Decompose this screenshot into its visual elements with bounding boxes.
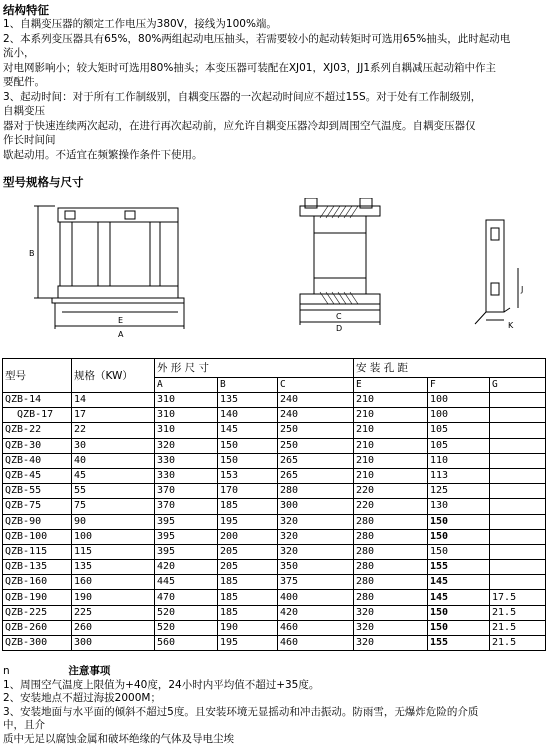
cell-model: QZB-100	[3, 529, 72, 544]
cell-b: 153	[218, 468, 278, 483]
table-row	[3, 560, 546, 575]
cell-b: 195	[218, 636, 278, 651]
cell-c: 460	[278, 620, 354, 635]
cell-b: 170	[218, 484, 278, 499]
cell-b: 145	[218, 423, 278, 438]
cell-model: QZB-45	[3, 468, 72, 483]
cell-a: 330	[155, 468, 218, 483]
cell-e: 320	[354, 620, 428, 635]
dimension-label-b: B	[29, 249, 35, 258]
notes-line: 2、安装地点不超过海拔2000M；	[3, 692, 161, 704]
front-view-drawing	[34, 206, 184, 329]
cell-b: 185	[218, 499, 278, 514]
cell-kw: 14	[72, 393, 155, 408]
dimension-label-j: J	[521, 285, 524, 294]
table-row	[3, 544, 546, 559]
cell-a: 560	[155, 636, 218, 651]
table-row	[3, 393, 546, 408]
cell-c: 320	[278, 514, 354, 529]
structure-paragraph	[3, 17, 543, 162]
cell-model: QZB-75	[3, 499, 72, 514]
cell-kw: 75	[72, 499, 155, 514]
cell-c: 320	[278, 544, 354, 559]
cell-kw: 115	[72, 544, 155, 559]
dimension-label-e: E	[118, 316, 124, 325]
table-header-row	[3, 359, 546, 378]
dimension-label-k: K	[508, 321, 514, 330]
section-heading-structure: 结构特征	[3, 3, 49, 17]
cell-b: 190	[218, 620, 278, 635]
table-row	[3, 620, 546, 635]
cell-f: 113	[428, 468, 490, 483]
cell-model: QZB-115	[3, 544, 72, 559]
cell-kw: 300	[72, 636, 155, 651]
spec-table	[2, 358, 546, 651]
cell-c: 320	[278, 529, 354, 544]
dimension-label-d: D	[336, 324, 343, 333]
cell-g	[490, 393, 546, 408]
cell-c: 460	[278, 636, 354, 651]
cell-a: 310	[155, 393, 218, 408]
cell-e: 320	[354, 636, 428, 651]
header-c: C	[278, 378, 354, 393]
cell-c: 350	[278, 560, 354, 575]
cell-kw: 225	[72, 605, 155, 620]
cell-f: 105	[428, 438, 490, 453]
cell-model: QZB-90	[3, 514, 72, 529]
cell-g	[490, 423, 546, 438]
cell-f: 155	[428, 636, 490, 651]
cell-e: 220	[354, 499, 428, 514]
cell-e: 210	[354, 408, 428, 423]
cell-f: 125	[428, 484, 490, 499]
header-kw: 规格（KW）	[72, 359, 155, 393]
header-f: F	[428, 378, 490, 393]
cell-f: 105	[428, 423, 490, 438]
cell-e: 210	[354, 438, 428, 453]
cell-g	[490, 499, 546, 514]
table-row	[3, 499, 546, 514]
cell-a: 420	[155, 560, 218, 575]
cell-e: 210	[354, 468, 428, 483]
cell-b: 185	[218, 575, 278, 590]
cell-f: 150	[428, 514, 490, 529]
cell-f: 145	[428, 575, 490, 590]
cell-model: QZB-135	[3, 560, 72, 575]
cell-c: 400	[278, 590, 354, 605]
cell-a: 320	[155, 438, 218, 453]
cell-b: 150	[218, 453, 278, 468]
cell-a: 370	[155, 484, 218, 499]
cell-model: QZB-17	[3, 408, 72, 423]
header-a: A	[155, 378, 218, 393]
cell-e: 280	[354, 560, 428, 575]
cell-c: 240	[278, 393, 354, 408]
cell-kw: 190	[72, 590, 155, 605]
cell-a: 520	[155, 620, 218, 635]
cell-a: 520	[155, 605, 218, 620]
cell-kw: 260	[72, 620, 155, 635]
cell-g	[490, 514, 546, 529]
table-row	[3, 408, 546, 423]
cell-model: QZB-160	[3, 575, 72, 590]
cell-g: 21.5	[490, 620, 546, 635]
table-row	[3, 484, 546, 499]
table-row	[3, 590, 546, 605]
structure-line: 要配件。	[3, 76, 45, 88]
cell-kw: 17	[72, 408, 155, 423]
cell-kw: 40	[72, 453, 155, 468]
cell-model: QZB-300	[3, 636, 72, 651]
cell-model: QZB-190	[3, 590, 72, 605]
header-b: B	[218, 378, 278, 393]
structure-line: 对电网影响小；较大矩时可选用80%抽头；本变压器可装配在XJ01，XJ03，JJ1系列自耦减压起动箱中作主	[3, 61, 497, 74]
cell-e: 280	[354, 575, 428, 590]
table-row	[3, 575, 546, 590]
cell-model: QZB-225	[3, 605, 72, 620]
structure-line: 流小，	[3, 47, 35, 59]
cell-kw: 160	[72, 575, 155, 590]
cell-kw: 45	[72, 468, 155, 483]
cell-g: 21.5	[490, 605, 546, 620]
transformer-dimension-drawings	[0, 198, 547, 358]
table-row	[3, 438, 546, 453]
cell-b: 195	[218, 514, 278, 529]
structure-line: 3、起动时间：对于所有工作制级别，自耦变压器的一次起动时间应不超过15S。对于处有工作制级别，	[3, 90, 482, 103]
cell-g: 17.5	[490, 590, 546, 605]
cell-c: 375	[278, 575, 354, 590]
cell-model: QZB-14	[3, 393, 72, 408]
cell-e: 280	[354, 529, 428, 544]
cell-model: QZB-40	[3, 453, 72, 468]
structure-line: 2、本系列变压器具有65%，80%两组起动电压抽头，若需要较小的起动转矩时可选用65%抽头，此时起动电	[3, 32, 511, 45]
table-row	[3, 529, 546, 544]
dimension-label-c: C	[336, 312, 342, 321]
cell-f: 110	[428, 453, 490, 468]
cell-b: 185	[218, 605, 278, 620]
cell-kw: 22	[72, 423, 155, 438]
cell-model: QZB-30	[3, 438, 72, 453]
header-model: 型号	[3, 359, 72, 393]
cell-c: 265	[278, 468, 354, 483]
cell-c: 300	[278, 499, 354, 514]
cell-c: 280	[278, 484, 354, 499]
structure-line: 作长时间间	[3, 134, 56, 146]
cell-f: 150	[428, 605, 490, 620]
table-row	[3, 605, 546, 620]
cell-kw: 30	[72, 438, 155, 453]
cell-b: 140	[218, 408, 278, 423]
table-row	[3, 423, 546, 438]
cell-c: 265	[278, 453, 354, 468]
cell-g: 21.5	[490, 636, 546, 651]
cell-e: 210	[354, 393, 428, 408]
cell-e: 280	[354, 590, 428, 605]
dimension-label-a: A	[118, 330, 124, 339]
cell-g	[490, 408, 546, 423]
notes-prefix: n	[3, 665, 10, 677]
cell-a: 470	[155, 590, 218, 605]
structure-line: 器对于快速连续两次起动，在进行再次起动前，应允许自耦变压器冷却到周围空气温度。自耦变压器仅	[3, 119, 476, 132]
table-row	[3, 514, 546, 529]
cell-g	[490, 544, 546, 559]
cell-b: 200	[218, 529, 278, 544]
cell-model: QZB-260	[3, 620, 72, 635]
notes-line: 质中无足以腐蚀金属和破坏绝缘的气体及导电尘埃	[3, 732, 234, 745]
cell-a: 310	[155, 423, 218, 438]
cell-e: 210	[354, 423, 428, 438]
notes-line: 3、安装地面与水平面的倾斜不超过5度。且安装环境无显摇动和冲击振动。防雨雪，无爆炸危险的介质	[3, 705, 479, 718]
structure-line: 自耦变压	[3, 105, 45, 117]
cell-g	[490, 468, 546, 483]
cell-c: 420	[278, 605, 354, 620]
header-mounting-holes: 安 装 孔 距	[354, 359, 546, 378]
cell-c: 250	[278, 438, 354, 453]
cell-b: 135	[218, 393, 278, 408]
structure-line: 1、自耦变压器的额定工作电压为380V，接线为100%端。	[3, 18, 277, 30]
cell-a: 445	[155, 575, 218, 590]
cell-e: 320	[354, 605, 428, 620]
cell-model: QZB-55	[3, 484, 72, 499]
cell-f: 150	[428, 544, 490, 559]
table-row	[3, 453, 546, 468]
table-row	[3, 468, 546, 483]
cell-c: 240	[278, 408, 354, 423]
cell-g	[490, 529, 546, 544]
cell-f: 100	[428, 393, 490, 408]
cell-f: 130	[428, 499, 490, 514]
cell-g	[490, 575, 546, 590]
side-view-winding-hatching	[320, 206, 358, 304]
cell-f: 150	[428, 620, 490, 635]
cell-b: 205	[218, 544, 278, 559]
header-g: G	[490, 378, 546, 393]
cell-g	[490, 453, 546, 468]
cell-e: 280	[354, 514, 428, 529]
notes-line: 中，且介	[3, 719, 45, 731]
cell-kw: 55	[72, 484, 155, 499]
cell-e: 210	[354, 453, 428, 468]
cell-a: 395	[155, 529, 218, 544]
cell-g	[490, 438, 546, 453]
cell-b: 185	[218, 590, 278, 605]
table-row	[3, 636, 546, 651]
cell-g	[490, 560, 546, 575]
header-outer-dimensions: 外 形 尺 寸	[155, 359, 354, 378]
structure-line: 歇起动用。不适宜在频繁操作条件下使用。	[3, 148, 203, 161]
cell-a: 370	[155, 499, 218, 514]
cell-a: 310	[155, 408, 218, 423]
cell-b: 205	[218, 560, 278, 575]
section-heading-models: 型号规格与尺寸	[3, 175, 84, 189]
cell-b: 150	[218, 438, 278, 453]
cell-e: 220	[354, 484, 428, 499]
cell-kw: 90	[72, 514, 155, 529]
cell-kw: 135	[72, 560, 155, 575]
cell-kw: 100	[72, 529, 155, 544]
cell-g	[490, 484, 546, 499]
cell-a: 330	[155, 453, 218, 468]
cell-f: 145	[428, 590, 490, 605]
notes-section	[3, 665, 543, 746]
cell-f: 155	[428, 560, 490, 575]
header-e: E	[354, 378, 428, 393]
cell-c: 250	[278, 423, 354, 438]
cell-f: 150	[428, 529, 490, 544]
cell-a: 395	[155, 544, 218, 559]
bracket-detail-drawing	[475, 220, 518, 324]
notes-line: 1、周围空气温度上限值为+40度，24小时内平均值不超过+35度。	[3, 678, 320, 691]
cell-e: 280	[354, 544, 428, 559]
cell-model: QZB-22	[3, 423, 72, 438]
cell-a: 395	[155, 514, 218, 529]
notes-heading: 注意事项	[68, 665, 111, 677]
cell-f: 100	[428, 408, 490, 423]
side-view-drawing	[300, 198, 380, 325]
